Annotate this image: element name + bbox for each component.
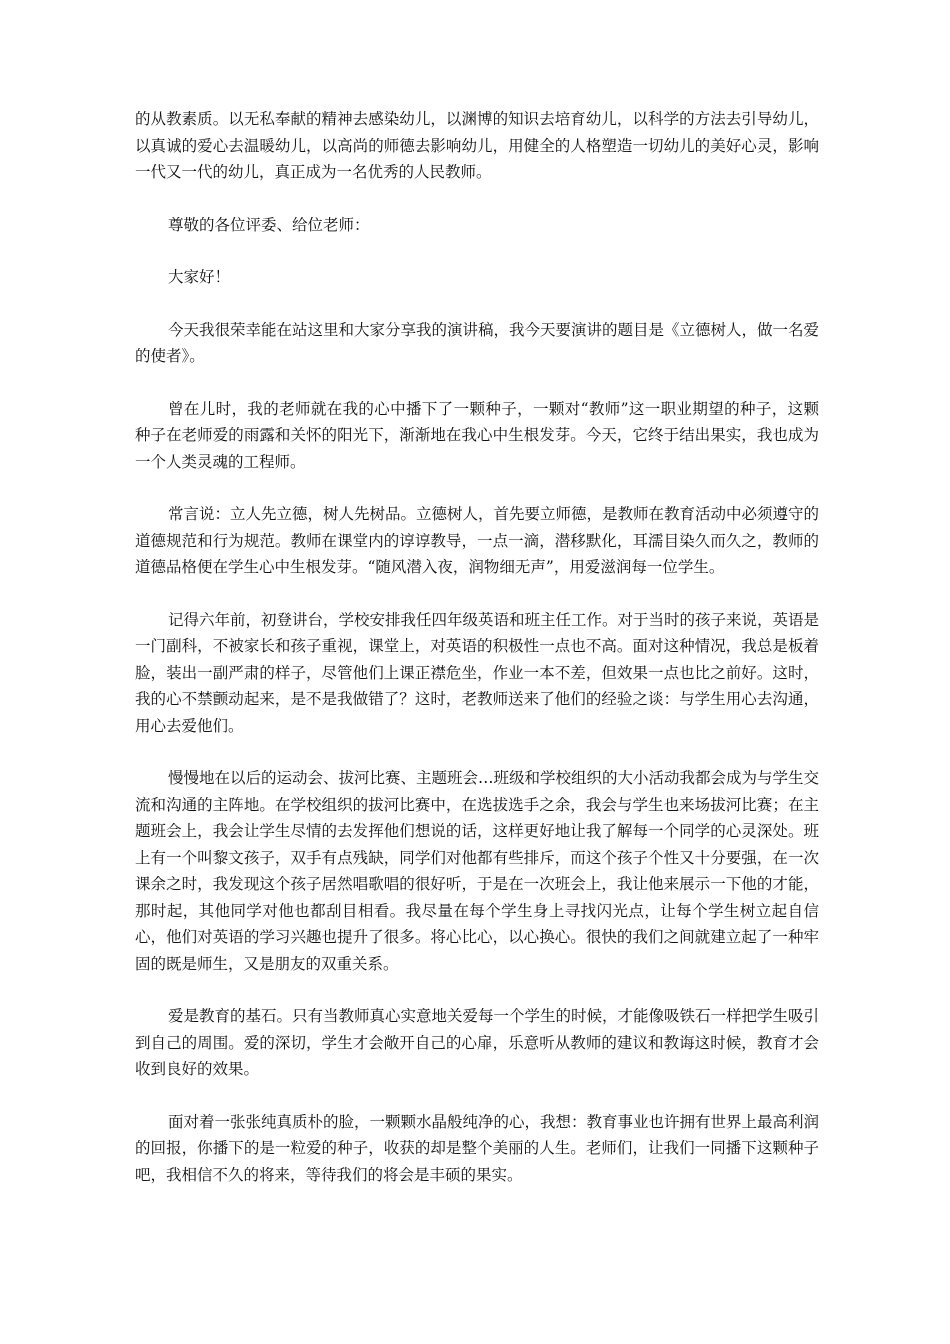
paragraph-continuation: 的从教素质。以无私奉献的精神去感染幼儿，以渊博的知识去培育幼儿，以科学的方法去引导幼儿，以真诚的爱心去温暖幼儿，以高尚的师德去影响幼儿，用健全的人格塑造一切幼儿的美好心灵，影响一代又一代的幼儿，真正成为一名优秀的人民教师。: [135, 110, 819, 181]
paragraph-childhood: 曾在儿时，我的老师就在我的心中播下了一颗种子，一颗对“教师”这一职业期望的种子，这颗种子在老师爱的雨露和关怀的阳光下，渐渐地在我心中生根发芽。今天，它终于结出果实，我也成为一个人类灵魂的工程师。: [135, 399, 819, 471]
paragraph-conclusion: 面对着一张张纯真质朴的脸，一颗颗水晶般纯净的心，我想：教育事业也许拥有世界上最高利润的回报，你播下的是一粒爱的种子，收获的却是整个美丽的人生。老师们，让我们一同播下这颗种子吧，我相信不久的将来，等待我们的将会是丰硕的果实。: [135, 1112, 820, 1184]
paragraph-topic: 今天我很荣幸能在站这里和大家分享我的演讲稿，我今天要演讲的题目是《立德树人，做一名爱的使者》。: [135, 320, 820, 365]
paragraph-love-foundation: 爱是教育的基石。只有当教师真心实意地关爱每一个学生的时候，才能像吸铁石一样把学生吸引到自己的周围。爱的深切，学生才会敞开自己的心扉，乐意听从教师的建议和教诲这时候，教育才会收到良好的效果。: [135, 1007, 820, 1078]
paragraph-greeting: 大家好！: [168, 268, 231, 286]
document-body: [135, 106, 819, 1214]
paragraph-morality: 常言说：立人先立德，树人先树品。立德树人，首先要立师德，是教师在教育活动中必须遵守的道德规范和行为规范。教师在课堂内的谆谆教导，一点一滴，潜移默化，耳濡目染久而久之，教师的道德品格便在学生心中生根发芽。“随风潜入夜，润物细无声”，用爱滋润每一位学生。: [135, 505, 820, 576]
paragraph-activities: 慢慢地在以后的运动会、拔河比赛、主题班会…班级和学校组织的大小活动我都会成为与学生交流和沟通的主阵地。在学校组织的拔河比赛中，在选拔选手之余，我会与学生也来场拔河比赛；在主题班会上，我会让学生尽情的去发挥他们想说的话，这样更好地让我了解每一个同学的心灵深处。班上有一个叫黎文孩子，双手有点残缺，同学们对他都有些排斥，而这个孩子个性又十分要强，在一次课余之时，我发现这个孩子居然唱歌唱的很好听，于是在一次班会上，我让他来展示一下他的才能，那时起，其他同学对他也都刮目相看。我尽量在每个学生身上寻找闪光点，让每个学生树立起自信心，他们对英语的学习兴趣也提升了很多。将心比心，以心换心。很快的我们之间就建立起了一种牢固的既是师生，又是朋友的双重关系。: [135, 769, 820, 973]
paragraph-first-teaching: 记得六年前，初登讲台，学校安排我任四年级英语和班主任工作。对于当时的孩子来说，英语是一门副科，不被家长和孩子重视，课堂上，对英语的积极性一点也不高。面对这种情况，我总是板着脸，装出一副严肃的样子，尽管他们上课正襟危坐，作业一本不差，但效果一点也比之前好。这时，我的心不禁颤动起来，是不是我做错了？这时，老教师送来了他们的经验之谈：与学生用心去沟通，用心去爱他们。: [135, 610, 820, 735]
paragraph-salutation: 尊敬的各位评委、给位老师：: [168, 215, 370, 234]
